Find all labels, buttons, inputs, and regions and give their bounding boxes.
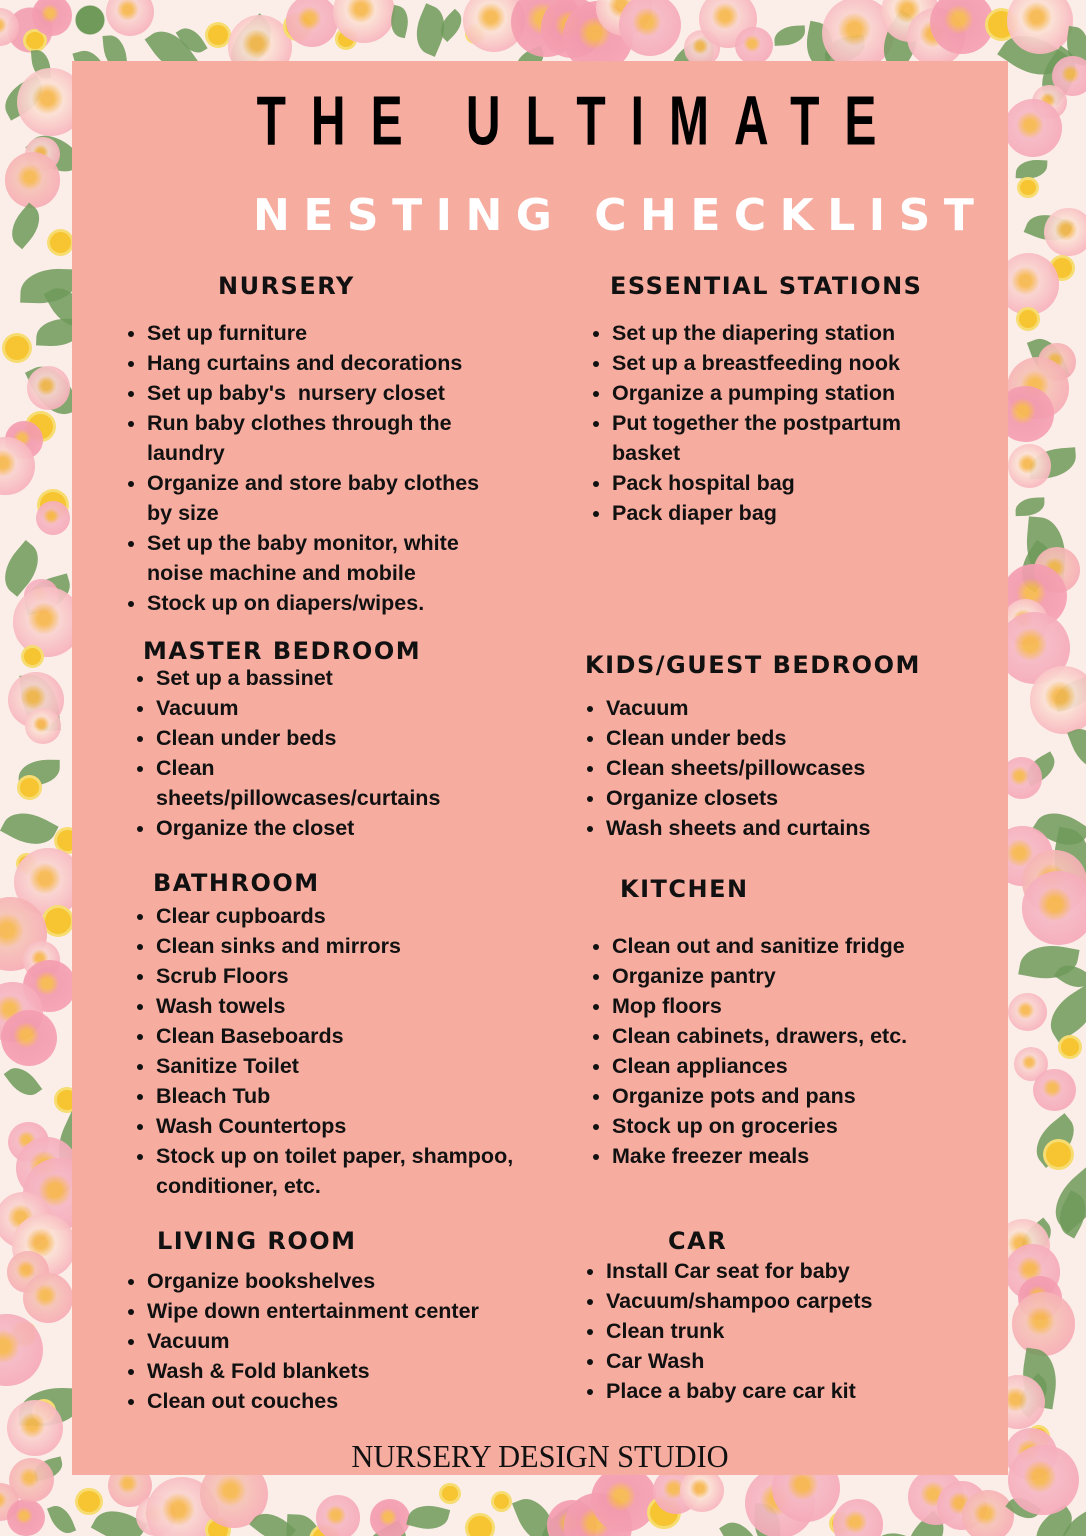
- checklist-item: Make freezer meals: [592, 1141, 972, 1171]
- rose-decoration: [680, 1469, 723, 1512]
- rose-decoration: [370, 1499, 410, 1536]
- checklist-item: Pack hospital bag: [592, 468, 922, 498]
- title-line-2: NESTING CHECKLIST: [253, 190, 988, 241]
- checklist-item: Clean sinks and mirrors: [136, 931, 536, 961]
- leaf-decoration: [3, 203, 48, 250]
- checklist-item: Organize a pumping station: [592, 378, 922, 408]
- checklist-item: Clean trunk: [586, 1316, 966, 1346]
- checklist-item: Clean out couches: [127, 1386, 527, 1416]
- checklist-item: Scrub Floors: [136, 961, 536, 991]
- rose-decoration: [1044, 208, 1086, 256]
- yellow-flower-decoration: [1046, 1142, 1071, 1167]
- checklist-item: Wash sheets and curtains: [586, 813, 966, 843]
- rose-decoration: [106, 0, 154, 36]
- leaf-decoration: [774, 25, 806, 46]
- brand-footer: NURSERY DESIGN STUDIO: [351, 1438, 729, 1474]
- checklist: [592, 318, 922, 528]
- rose-decoration: [833, 1499, 883, 1536]
- checklist-item: Put together the postpartum basket: [592, 408, 922, 468]
- checklist-item: Organize closets: [586, 783, 966, 813]
- rose-decoration: [27, 366, 70, 409]
- checklist: [586, 1256, 966, 1406]
- rose-decoration: [25, 708, 61, 744]
- rose-decoration: [962, 1490, 1014, 1536]
- yellow-flower-decoration: [24, 648, 41, 665]
- section-heading: KITCHEN: [620, 875, 749, 903]
- checklist-item: Clean sheets/pillowcases/curtains: [136, 753, 466, 813]
- rose-decoration: [591, 1467, 656, 1532]
- checklist: [586, 693, 966, 843]
- yellow-flower-decoration: [1061, 1038, 1079, 1056]
- rose-decoration: [735, 27, 772, 64]
- checklist-item: Vacuum: [127, 1326, 527, 1356]
- checklist-item: Clean appliances: [592, 1051, 972, 1081]
- checklist: [136, 663, 466, 843]
- checklist-item: Clean sheets/pillowcases: [586, 753, 966, 783]
- checklist-item: Stock up on groceries: [592, 1111, 972, 1141]
- checklist-item: Hang curtains and decorations: [127, 348, 507, 378]
- rose-decoration: [1, 1010, 57, 1066]
- checklist-item: Pack diaper bag: [592, 498, 922, 528]
- rose-decoration: [7, 1400, 63, 1456]
- rose-decoration: [7, 1499, 44, 1536]
- checklist: [127, 318, 507, 618]
- section-heading: LIVING ROOM: [157, 1227, 357, 1255]
- checklist-item: Set up a breastfeeding nook: [592, 348, 922, 378]
- title-line-1: THE ULTIMATE: [256, 83, 902, 161]
- checklist-item: Organize pots and pans: [592, 1081, 972, 1111]
- leaf-decoration: [1016, 159, 1048, 180]
- checklist-item: Sanitize Toilet: [136, 1051, 536, 1081]
- yellow-flower-decoration: [45, 908, 71, 934]
- rose-decoration: [0, 1314, 43, 1387]
- checklist-item: Mop floors: [592, 991, 972, 1021]
- leaf-decoration: [0, 803, 58, 854]
- checklist-item: Set up the baby monitor, white noise machine and mobile: [127, 528, 507, 588]
- checklist-item: Set up a bassinet: [136, 663, 466, 693]
- rose-decoration: [1012, 1292, 1075, 1355]
- checklist-item: Clean Baseboards: [136, 1021, 536, 1051]
- checklist-item: Bleach Tub: [136, 1081, 536, 1111]
- checklist-item: Vacuum: [136, 693, 466, 723]
- yellow-flower-decoration: [442, 1486, 458, 1502]
- checklist: [127, 1266, 527, 1416]
- checklist-item: Run baby clothes through the laundry: [127, 408, 507, 468]
- section-heading: BATHROOM: [153, 869, 320, 897]
- leaf-decoration: [47, 1501, 76, 1536]
- rose-decoration: [1008, 444, 1052, 488]
- rose-decoration: [1008, 1445, 1079, 1516]
- checklist-item: Clean under beds: [586, 723, 966, 753]
- checklist-item: Clean under beds: [136, 723, 466, 753]
- yellow-flower-decoration: [50, 232, 71, 253]
- leaf-decoration: [1040, 984, 1086, 1042]
- rose-decoration: [1022, 871, 1086, 944]
- checklist-item: Organize bookshelves: [127, 1266, 527, 1296]
- section-heading: ESSENTIAL STATIONS: [610, 272, 923, 300]
- section-heading: KIDS/GUEST BEDROOM: [585, 651, 921, 679]
- checklist-item: Vacuum/shampoo carpets: [586, 1286, 966, 1316]
- checklist-item: Stock up on toilet paper, shampoo, conditioner, etc.: [136, 1141, 536, 1201]
- checklist-item: Set up the diapering station: [592, 318, 922, 348]
- section-heading: NURSERY: [218, 272, 355, 300]
- checklist-item: Wipe down entertainment center: [127, 1296, 527, 1326]
- rose-decoration: [5, 152, 60, 207]
- yellow-flower-decoration: [26, 32, 44, 50]
- checklist-item: Wash Countertops: [136, 1111, 536, 1141]
- checklist-item: Organize the closet: [136, 813, 466, 843]
- checklist-item: Vacuum: [586, 693, 966, 723]
- checklist: [592, 931, 972, 1171]
- checklist-item: Place a baby care car kit: [586, 1376, 966, 1406]
- rose-decoration: [1008, 993, 1047, 1032]
- checklist-item: Set up baby's nursery closet: [127, 378, 507, 408]
- section-heading: CAR: [668, 1227, 728, 1255]
- checklist-item: Clean out and sanitize fridge: [592, 931, 972, 961]
- rose-decoration: [1030, 666, 1086, 733]
- checklist-item: Wash towels: [136, 991, 536, 1021]
- yellow-flower-decoration: [5, 336, 29, 360]
- checklist-item: Wash & Fold blankets: [127, 1356, 527, 1386]
- rose-decoration: [1033, 1069, 1076, 1112]
- section-heading: MASTER BEDROOM: [143, 637, 422, 665]
- checklist-item: Clean cabinets, drawers, etc.: [592, 1021, 972, 1051]
- rose-decoration: [316, 1495, 361, 1536]
- leaf-decoration: [3, 1061, 42, 1102]
- checklist-item: Set up furniture: [127, 318, 507, 348]
- yellow-flower-decoration: [78, 1491, 100, 1513]
- rose-decoration: [23, 1273, 73, 1323]
- leaf-decoration: [1015, 497, 1045, 516]
- checklist-item: Car Wash: [586, 1346, 966, 1376]
- yellow-flower-decoration: [208, 25, 228, 45]
- checklist-item: Clear cupboards: [136, 901, 536, 931]
- yellow-flower-decoration: [468, 1516, 492, 1536]
- yellow-flower-decoration: [20, 778, 39, 797]
- checklist-item: Stock up on diapers/wipes.: [127, 588, 507, 618]
- checklist-item: Organize pantry: [592, 961, 972, 991]
- yellow-flower-decoration: [1019, 310, 1037, 328]
- checklist-item: Install Car seat for baby: [586, 1256, 966, 1286]
- checklist-item: Organize and store baby clothes by size: [127, 468, 507, 528]
- rose-decoration: [0, 8, 19, 47]
- rose-decoration: [32, 0, 72, 36]
- yellow-flower-decoration: [1020, 180, 1035, 195]
- rose-decoration: [36, 501, 70, 535]
- rose-decoration: [9, 1458, 54, 1503]
- rose-decoration: [286, 0, 338, 47]
- leaf-decoration: [406, 1501, 450, 1535]
- checklist: [136, 901, 536, 1201]
- yellow-flower-decoration: [494, 1494, 509, 1509]
